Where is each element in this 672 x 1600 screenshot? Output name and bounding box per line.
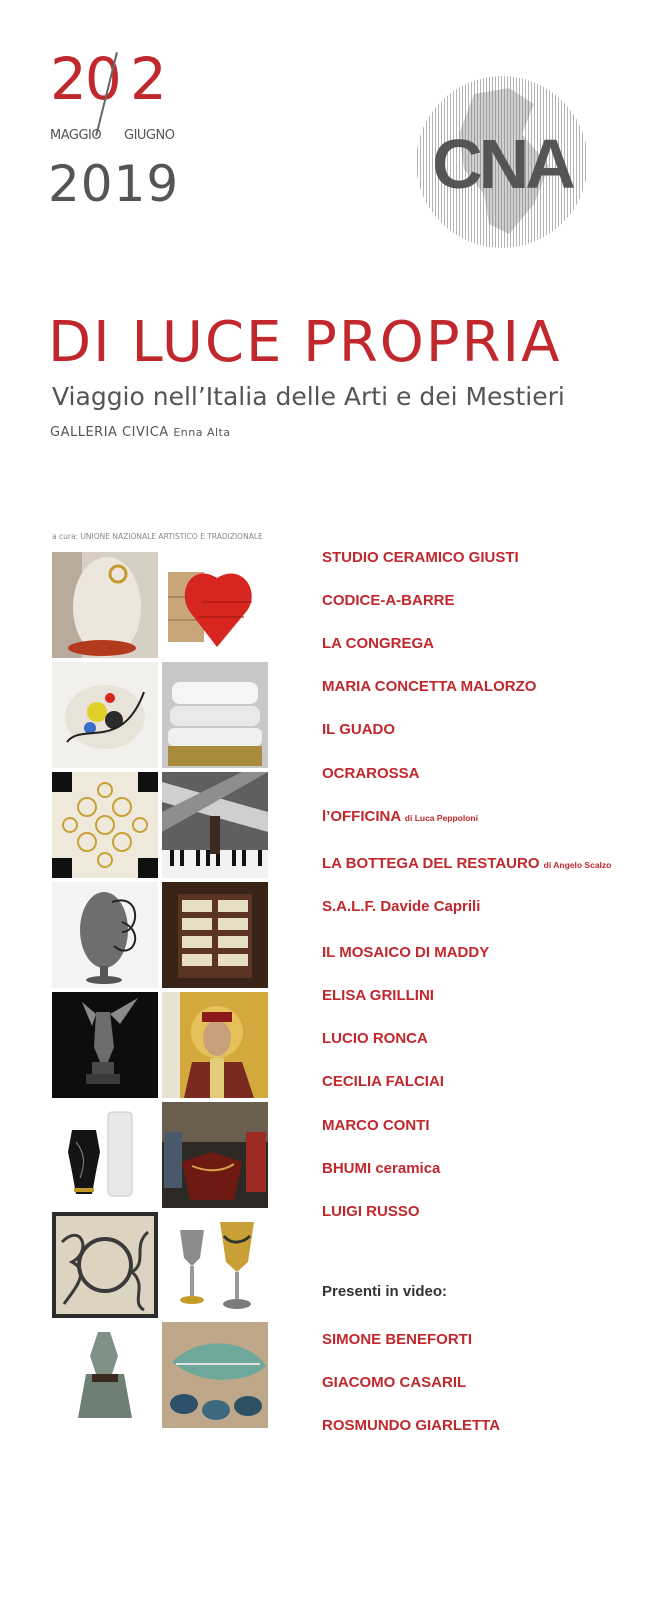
exhibitor-note: di Luca Peppoloni <box>404 813 478 823</box>
exhibitor-name: S.A.L.F. Davide Caprili <box>322 898 481 915</box>
exhibitor-name: MARCO CONTI <box>322 1117 430 1134</box>
artwork-photo-dresser <box>162 882 268 988</box>
artwork-photo-dragon-relief <box>52 1212 158 1318</box>
video-heading: Presenti in video: <box>322 1283 448 1300</box>
video-exhibitor-name: SIMONE BENEFORTI <box>322 1331 473 1348</box>
end-day: 2 <box>130 45 165 113</box>
artwork-photo-sculpture-disc <box>52 882 158 988</box>
artwork-photo-fish-ceramics <box>162 1322 268 1428</box>
video-exhibitor-name: ROSMUNDO GIARLETTA <box>322 1417 501 1434</box>
venue-name: GALLERIA CIVICA <box>50 425 169 440</box>
exhibitor-name: LUIGI RUSSO <box>322 1203 420 1220</box>
artwork-photo-winged-statue <box>52 992 158 1098</box>
artwork-photo-vases <box>52 1102 158 1208</box>
logo-text: CNA <box>432 125 572 203</box>
artwork-photo-goblets <box>162 1212 268 1318</box>
curator-line: a cura: UNIONE NAZIONALE ARTISTICO E TRADIZIONALE <box>52 532 263 541</box>
exhibitor-name: CODICE-A-BARRE <box>322 592 455 609</box>
exhibition-title: DI LUCE PROPRIA <box>48 310 562 375</box>
exhibitor-name: OCRAROSSA <box>322 765 420 782</box>
artwork-photo-vase <box>52 552 158 658</box>
exhibitor-name: MARIA CONCETTA MALORZO <box>322 678 537 695</box>
exhibitor-name: IL MOSAICO DI MADDY <box>322 944 490 961</box>
exhibitor-name: LA CONGREGA <box>322 635 434 652</box>
artwork-photo-piano-mural <box>162 772 268 878</box>
end-month: GIUGNO <box>124 128 175 143</box>
venue-place: Enna Alta <box>173 426 231 439</box>
exhibition-subtitle: Viaggio nell’Italia delle Arti e dei Mestieri <box>52 382 565 411</box>
exhibitor-name <box>322 855 611 872</box>
exhibitor-name: BHUMI ceramica <box>322 1160 441 1177</box>
artwork-photo-ceramics-shop <box>162 1102 268 1208</box>
exhibitor-note: di Angelo Scalzo <box>543 860 612 870</box>
exhibitor-name: STUDIO CERAMICO GIUSTI <box>322 549 519 566</box>
artwork-photo-bust <box>52 1322 158 1428</box>
exhibitor-name-text: l’OFFICINA <box>322 808 401 825</box>
exhibitor-name: IL GUADO <box>322 721 396 738</box>
artwork-photo-pillows <box>162 662 268 768</box>
start-day: 20 <box>50 45 120 113</box>
exhibitor-name: LUCIO RONCA <box>322 1030 428 1047</box>
cna-logo <box>414 74 590 250</box>
start-month: MAGGIO <box>50 128 102 143</box>
exhibitor-name: CECILIA FALCIAI <box>322 1073 444 1090</box>
artwork-photo-abstract <box>52 662 158 768</box>
artwork-photo-gold-pattern <box>52 772 158 878</box>
video-exhibitor-name: GIACOMO CASARIL <box>322 1374 467 1391</box>
exhibitor-name <box>322 808 478 825</box>
artwork-photo-heart-cabinet <box>162 552 268 658</box>
venue <box>50 425 231 440</box>
artwork-photo-mosaic <box>162 992 268 1098</box>
exhibitor-name: ELISA GRILLINI <box>322 987 434 1004</box>
year: 2019 <box>48 155 180 213</box>
exhibitor-name-text: LA BOTTEGA DEL RESTAURO <box>322 855 540 872</box>
